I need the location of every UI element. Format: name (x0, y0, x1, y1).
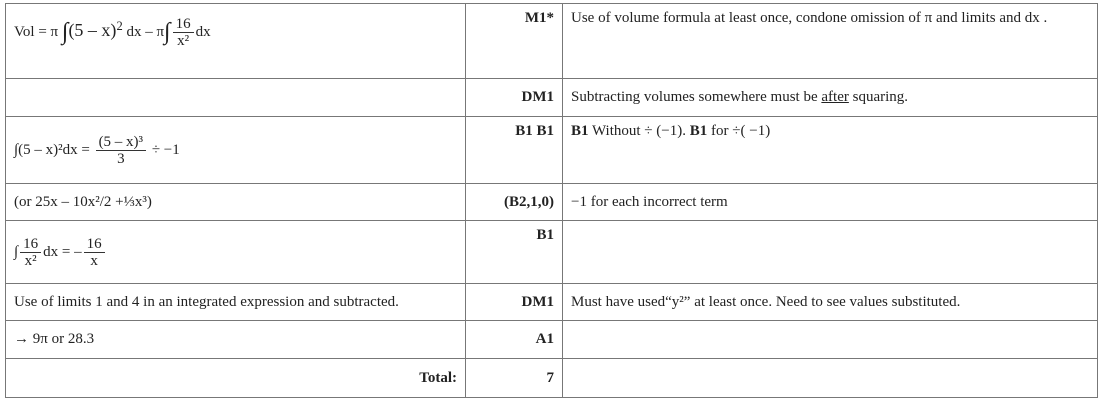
fraction (96, 134, 147, 167)
note-text: Subtracting volumes somewhere must be (571, 89, 822, 105)
minus-pi: – π (141, 23, 165, 40)
notes-cell (563, 117, 1098, 184)
notes-cell: Must have used“y²” at least once. Need to see values substituted. (563, 284, 1098, 321)
mark-code: B1 (689, 123, 708, 139)
total-marks: 7 (466, 359, 563, 398)
denominator: x (90, 252, 98, 269)
notes-cell (563, 221, 1098, 284)
volume-formula (14, 16, 211, 49)
dx: dx (195, 23, 211, 40)
integral-sign: ∫ (61, 19, 69, 45)
fraction (20, 236, 41, 269)
working-cell: (or 25x – 10x²/2 +⅓x³) (6, 184, 466, 221)
numerator: 16 (20, 236, 41, 253)
base-expr: (5 – x) (68, 19, 117, 40)
fraction (173, 16, 194, 49)
working-cell: Use of limits 1 and 4 in an integrated expression and subtracted. (6, 284, 466, 321)
total-label: Total: (6, 359, 466, 398)
denominator: x² (177, 33, 190, 49)
numerator: 16 (84, 236, 105, 253)
working-cell (6, 4, 466, 79)
dx: dx (43, 243, 59, 260)
note-underlined: after (821, 89, 849, 105)
marks-cell: B1 (466, 221, 563, 284)
notes-cell (563, 359, 1098, 398)
dx: dx (126, 23, 142, 40)
integral-sign: ∫ (164, 19, 171, 45)
note-text: squaring. (848, 89, 909, 105)
notes-cell (563, 321, 1098, 359)
numerator: (5 – x)³ (96, 134, 147, 151)
integral-sign: ∫ (14, 243, 19, 260)
table-row (6, 79, 1098, 117)
table-row (6, 117, 1098, 184)
mark-scheme-table (5, 3, 1098, 398)
integral-sign: ∫ (14, 141, 19, 158)
table-row (6, 221, 1098, 284)
vol-label: Vol = π (14, 23, 59, 40)
note-text: for ÷( −1) (707, 123, 771, 139)
working-cell (6, 221, 466, 284)
table-row (6, 4, 1098, 79)
marks-cell: B1 B1 (466, 117, 563, 184)
equals-minus: = – (61, 243, 82, 260)
table-row (6, 321, 1098, 359)
working-cell (6, 117, 466, 184)
mark-code: B1 (571, 123, 589, 139)
notes-cell (563, 79, 1098, 117)
exponent: 2 (116, 18, 123, 33)
marks-cell: DM1 (466, 284, 563, 321)
marks-cell: A1 (466, 321, 563, 359)
marks-cell: DM1 (466, 79, 563, 117)
note-text: Without ÷ (−1). (588, 123, 690, 139)
table-row (6, 359, 1098, 398)
working-cell (6, 79, 466, 117)
divide-neg-one: ÷ −1 (151, 141, 180, 158)
working-cell: → 9π or 28.3 (6, 321, 466, 359)
numerator: 16 (173, 16, 194, 33)
notes-cell: −1 for each incorrect term (563, 184, 1098, 221)
table-row (6, 184, 1098, 221)
table-row (6, 284, 1098, 321)
denominator: x² (24, 252, 37, 269)
marks-cell: (B2,1,0) (466, 184, 563, 221)
fraction (84, 236, 105, 269)
marks-cell: M1* (466, 4, 563, 79)
denominator: 3 (117, 150, 125, 167)
integral-lhs: (5 – x)²dx = (18, 141, 90, 158)
notes-cell: Use of volume formula at least once, condone omission of π and limits and dx . (563, 4, 1098, 79)
